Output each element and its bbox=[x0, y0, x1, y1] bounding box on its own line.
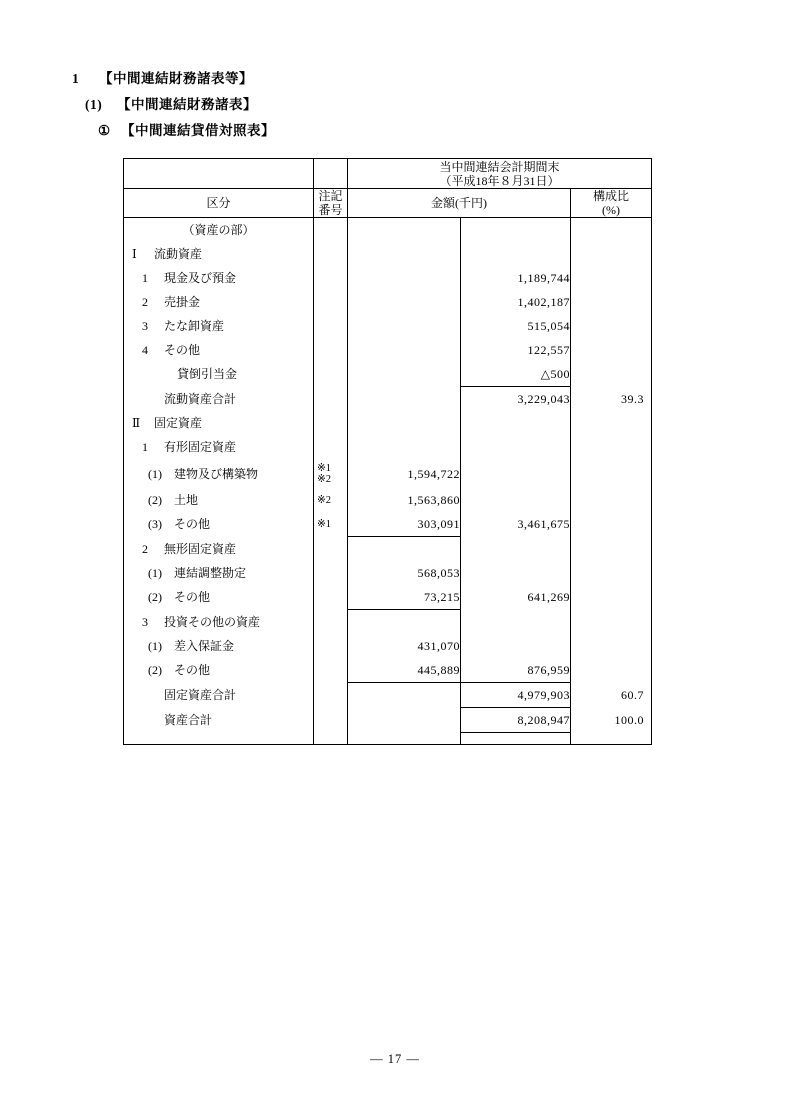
amount-detail-cell bbox=[348, 411, 461, 435]
note-cell bbox=[314, 658, 348, 683]
table-row bbox=[124, 242, 652, 266]
category-label: 流動資産合計 bbox=[164, 391, 237, 406]
table-row bbox=[124, 362, 652, 387]
ratio-cell bbox=[571, 435, 652, 459]
ratio-cell bbox=[571, 266, 652, 290]
note-cell bbox=[314, 387, 348, 412]
amount-total-cell bbox=[461, 488, 571, 512]
period-line2: （平成18年８月31日） bbox=[439, 173, 560, 188]
category-cell bbox=[124, 585, 314, 610]
amount-detail-cell bbox=[348, 435, 461, 459]
note-ref: ※2 bbox=[317, 473, 332, 485]
amount-detail-cell: 445,889 bbox=[348, 658, 461, 683]
amount-total-cell bbox=[461, 610, 571, 635]
heading-number: 1 bbox=[72, 71, 80, 86]
empty-cell bbox=[314, 733, 348, 745]
category-cell bbox=[124, 218, 314, 243]
category-label: 差入保証金 bbox=[174, 639, 235, 653]
note-ref: ※2 bbox=[317, 494, 332, 506]
note-cell bbox=[314, 314, 348, 338]
category-label: 連結調整勘定 bbox=[174, 566, 247, 580]
amount-total-cell bbox=[461, 218, 571, 243]
note-cell bbox=[314, 242, 348, 266]
table-row bbox=[124, 561, 652, 585]
category-label: たな卸資産 bbox=[164, 319, 225, 333]
note-cell bbox=[314, 362, 348, 387]
note-ref: ※1 bbox=[317, 462, 332, 474]
amount-detail-cell bbox=[348, 242, 461, 266]
ratio-cell bbox=[571, 242, 652, 266]
column-header-category: 区分 bbox=[124, 189, 314, 218]
empty-cell bbox=[124, 733, 314, 745]
category-label: その他 bbox=[164, 343, 201, 357]
amount-detail-cell: 73,215 bbox=[348, 585, 461, 610]
heading-title: 【中間連結財務諸表】 bbox=[117, 97, 257, 112]
amount-detail-cell: 303,091 bbox=[348, 512, 461, 537]
note-cell bbox=[314, 708, 348, 733]
ratio-cell bbox=[571, 459, 652, 488]
amount-detail-cell bbox=[348, 314, 461, 338]
ratio-cell bbox=[571, 411, 652, 435]
empty-cell bbox=[314, 159, 348, 189]
amount-total-cell bbox=[461, 459, 571, 488]
amount-detail-cell bbox=[348, 218, 461, 243]
ratio-cell: 39.3 bbox=[571, 387, 652, 412]
category-cell bbox=[124, 266, 314, 290]
amount-detail-cell bbox=[348, 683, 461, 708]
category-cell bbox=[124, 561, 314, 585]
category-cell bbox=[124, 459, 314, 488]
note-cell bbox=[314, 585, 348, 610]
table-header-columns-row bbox=[124, 189, 652, 218]
ratio-cell bbox=[571, 362, 652, 387]
category-number: (2) bbox=[148, 590, 162, 605]
amount-total-cell bbox=[461, 561, 571, 585]
note-header-line2: 番号 bbox=[318, 203, 343, 217]
category-label: 有形固定資産 bbox=[164, 440, 237, 454]
amount-total-cell: 122,557 bbox=[461, 338, 571, 362]
category-cell bbox=[124, 435, 314, 459]
amount-total-cell: 1,402,187 bbox=[461, 290, 571, 314]
amount-total-cell: 3,461,675 bbox=[461, 512, 571, 537]
category-cell bbox=[124, 242, 314, 266]
column-header-ratio bbox=[571, 189, 652, 218]
category-cell bbox=[124, 683, 314, 708]
note-cell bbox=[314, 561, 348, 585]
amount-total-cell bbox=[461, 242, 571, 266]
amount-total-cell: 4,979,903 bbox=[461, 683, 571, 708]
amount-detail-cell: 431,070 bbox=[417, 639, 460, 653]
heading-title: 【中間連結財務諸表等】 bbox=[99, 71, 253, 86]
section-heading-1 bbox=[72, 67, 253, 87]
ratio-cell bbox=[571, 290, 652, 314]
category-label: 建物及び構築物 bbox=[174, 466, 259, 481]
amount-detail-cell bbox=[348, 708, 461, 733]
category-label: 固定資産合計 bbox=[164, 688, 237, 702]
ratio-cell bbox=[571, 338, 652, 362]
period-line1: 当中間連結会計期間末 bbox=[439, 159, 560, 174]
amount-total-cell bbox=[461, 435, 571, 459]
category-number: (1) bbox=[148, 566, 162, 580]
note-cell bbox=[314, 459, 348, 488]
amount-detail-cell bbox=[348, 290, 461, 314]
category-label: 資産合計 bbox=[164, 713, 213, 727]
amount-total-cell: 1,189,744 bbox=[461, 266, 571, 290]
column-header-amount: 金額(千円) bbox=[348, 189, 571, 218]
note-cell bbox=[314, 435, 348, 459]
ratio-cell: 60.7 bbox=[571, 683, 652, 708]
amount-detail-cell bbox=[348, 266, 461, 290]
category-label: 現金及び預金 bbox=[164, 271, 237, 285]
section-heading-2 bbox=[85, 93, 257, 113]
table-row bbox=[124, 658, 652, 683]
ratio-cell bbox=[571, 634, 652, 658]
category-cell bbox=[124, 338, 314, 362]
table-row bbox=[124, 585, 652, 610]
ratio-header-line1: 構成比 bbox=[592, 189, 629, 203]
empty-cell bbox=[124, 159, 314, 189]
category-label: 土地 bbox=[174, 493, 199, 507]
ratio-cell bbox=[571, 488, 652, 512]
category-label: 流動資産 bbox=[154, 247, 203, 261]
category-cell bbox=[124, 708, 314, 733]
empty-cell bbox=[571, 733, 652, 745]
category-label: （資産の部） bbox=[182, 223, 255, 237]
category-label: 無形固定資産 bbox=[164, 541, 237, 556]
category-cell bbox=[124, 658, 314, 683]
empty-cell bbox=[348, 733, 461, 745]
table-row bbox=[124, 537, 652, 562]
category-number: 2 bbox=[142, 295, 148, 309]
note-cell bbox=[314, 488, 348, 512]
category-cell bbox=[124, 314, 314, 338]
ratio-cell bbox=[571, 561, 652, 585]
category-number: 1 bbox=[142, 440, 148, 454]
amount-detail-cell: 568,053 bbox=[417, 566, 460, 580]
note-cell bbox=[314, 290, 348, 314]
table-row bbox=[124, 314, 652, 338]
heading-title: 【中間連結貸借対照表】 bbox=[121, 123, 275, 138]
ratio-cell bbox=[571, 610, 652, 635]
ratio-cell bbox=[571, 658, 652, 683]
balance-sheet-table bbox=[123, 158, 652, 745]
category-number: 2 bbox=[142, 541, 148, 556]
table-row bbox=[124, 266, 652, 290]
category-label: 貸倒引当金 bbox=[177, 367, 238, 382]
amount-total-cell: 876,959 bbox=[461, 658, 571, 683]
table-row bbox=[124, 338, 652, 362]
amount-total-cell: 8,208,947 bbox=[461, 708, 571, 733]
note-ref: ※1 bbox=[317, 518, 332, 530]
amount-total-cell bbox=[461, 634, 571, 658]
table-row bbox=[124, 488, 652, 512]
category-cell bbox=[124, 411, 314, 435]
category-number: 4 bbox=[142, 343, 148, 357]
section-heading-3 bbox=[98, 119, 275, 139]
ratio-cell: 100.0 bbox=[571, 708, 652, 733]
ratio-cell bbox=[571, 218, 652, 243]
table-row-closing-rule bbox=[124, 733, 652, 745]
category-label: その他 bbox=[174, 590, 211, 605]
category-label: その他 bbox=[174, 663, 211, 678]
amount-total-cell bbox=[461, 537, 571, 562]
ratio-header-line2: (%) bbox=[602, 203, 620, 217]
table-row bbox=[124, 459, 652, 488]
note-cell bbox=[314, 512, 348, 537]
category-cell bbox=[124, 387, 314, 412]
amount-detail-cell: 1,594,722 bbox=[407, 466, 460, 481]
amount-detail-cell bbox=[348, 362, 461, 387]
category-number: (1) bbox=[148, 466, 162, 481]
category-label: その他 bbox=[174, 517, 211, 532]
category-number: (1) bbox=[148, 639, 162, 653]
period-header-cell bbox=[348, 159, 652, 189]
category-label: 固定資産 bbox=[154, 416, 203, 430]
table-header-period-row bbox=[124, 159, 652, 189]
category-number: (2) bbox=[148, 663, 162, 678]
amount-total-cell bbox=[461, 411, 571, 435]
table-row bbox=[124, 512, 652, 537]
amount-detail-cell bbox=[348, 338, 461, 362]
note-cell bbox=[314, 266, 348, 290]
note-cell bbox=[314, 218, 348, 243]
note-cell bbox=[314, 634, 348, 658]
page-number: ― 17 ― bbox=[370, 1052, 420, 1066]
table-row bbox=[124, 290, 652, 314]
note-cell bbox=[314, 338, 348, 362]
note-cell bbox=[314, 683, 348, 708]
note-cell bbox=[314, 610, 348, 635]
amount-detail-cell: 1,563,860 bbox=[407, 493, 460, 507]
column-header-note bbox=[314, 189, 348, 218]
category-number: 3 bbox=[142, 319, 148, 333]
ratio-cell bbox=[571, 314, 652, 338]
table-row bbox=[124, 387, 652, 412]
category-number: 3 bbox=[142, 614, 148, 629]
table-row bbox=[124, 610, 652, 635]
category-number: Ⅰ bbox=[132, 247, 137, 261]
category-cell bbox=[124, 610, 314, 635]
heading-number: (1) bbox=[85, 97, 103, 112]
amount-detail-cell bbox=[348, 610, 461, 635]
table-row bbox=[124, 634, 652, 658]
category-cell bbox=[124, 290, 314, 314]
table-row bbox=[124, 411, 652, 435]
category-label: 投資その他の資産 bbox=[164, 614, 261, 629]
table-row bbox=[124, 683, 652, 708]
amount-detail-cell bbox=[348, 537, 461, 562]
amount-total-cell: 515,054 bbox=[461, 314, 571, 338]
ratio-cell bbox=[571, 512, 652, 537]
amount-total-cell: △500 bbox=[461, 362, 571, 387]
category-cell bbox=[124, 488, 314, 512]
empty-cell bbox=[461, 733, 571, 745]
amount-total-cell: 3,229,043 bbox=[461, 387, 571, 412]
table-row bbox=[124, 708, 652, 733]
category-number: (2) bbox=[148, 493, 162, 507]
category-cell bbox=[124, 537, 314, 562]
note-header-line1: 注記 bbox=[318, 189, 343, 203]
amount-detail-cell bbox=[348, 387, 461, 412]
ratio-cell bbox=[571, 585, 652, 610]
category-number: Ⅱ bbox=[132, 416, 141, 430]
category-cell bbox=[124, 512, 314, 537]
amount-total-cell: 641,269 bbox=[461, 585, 571, 610]
category-cell bbox=[124, 362, 314, 387]
table-row bbox=[124, 435, 652, 459]
category-number: (3) bbox=[148, 517, 162, 532]
ratio-cell bbox=[571, 537, 652, 562]
table-row bbox=[124, 218, 652, 243]
note-cell bbox=[314, 411, 348, 435]
note-cell bbox=[314, 537, 348, 562]
category-number: 1 bbox=[142, 271, 148, 285]
heading-number: ① bbox=[98, 123, 111, 138]
category-cell bbox=[124, 634, 314, 658]
category-label: 売掛金 bbox=[164, 295, 201, 309]
